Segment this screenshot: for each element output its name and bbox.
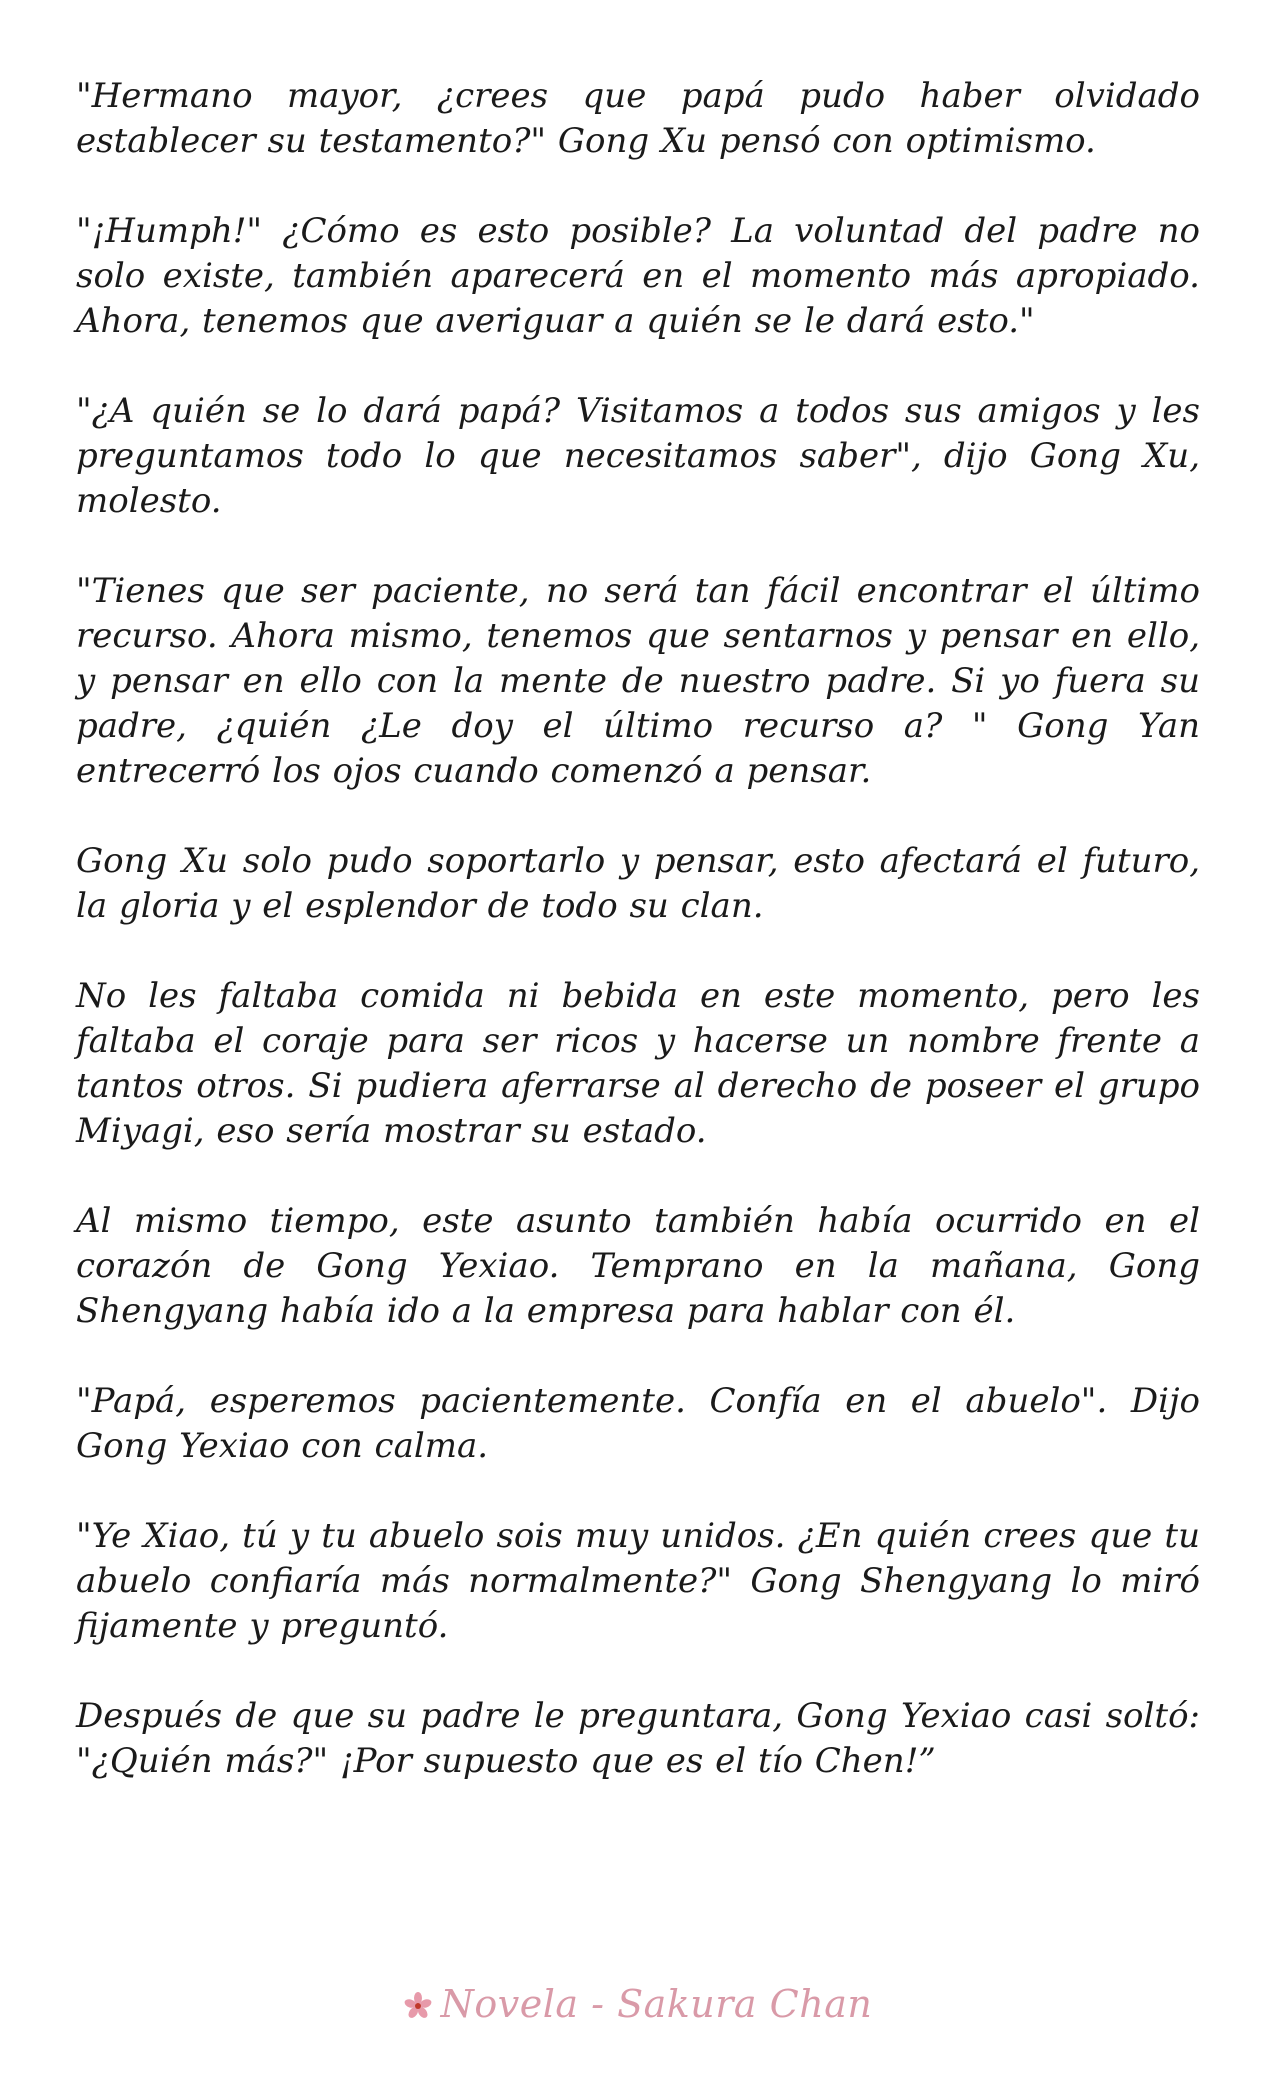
paragraph-10: Después de que su padre le preguntara, Gong Yexiao casi soltó: "¿Quién más?" ¡Por supuesto que es el tío Chen!” — [76, 1696, 1200, 1781]
paragraph-8: "Papá, esperemos pacientemente. Confía en el abuelo". Dijo Gong Yexiao con calma. — [76, 1381, 1200, 1466]
watermark — [0, 1982, 1275, 2026]
paragraph-9: "Ye Xiao, tú y tu abuelo sois muy unidos. ¿En quién crees que tu abuelo confiaría más normalmente?" Gong Shengyang lo miró fijamente y preguntó. — [76, 1516, 1200, 1646]
paragraph-6: No les faltaba comida ni bebida en este momento, pero les faltaba el coraje para ser ricos y hacerse un nombre frente a tantos otros. Si pudiera aferrarse al derecho de poseer el grupo Miyagi, eso sería mostrar su estado. — [76, 976, 1200, 1151]
paragraph-4: "Tienes que ser paciente, no será tan fácil encontrar el último recurso. Ahora mismo, tenemos que sentarnos y pensar en ello, y pensar en ello con la mente de nuestro padre. Si yo fuera su padre, ¿quién ¿Le doy el último recurso a? " Gong Yan entrecerró los ojos cuando comenzó a pensar. — [76, 571, 1200, 791]
watermark-text: Novela - Sakura Chan — [440, 1982, 873, 2026]
paragraph-1: "Hermano mayor, ¿crees que papá pudo haber olvidado establecer su testamento?" Gong Xu pensó con optimismo. — [76, 76, 1200, 161]
paragraph-3: "¿A quién se lo dará papá? Visitamos a todos sus amigos y les preguntamos todo lo que necesitamos saber", dijo Gong Xu, molesto. — [76, 391, 1200, 521]
chapter-text — [76, 74, 1200, 1829]
sakura-flower-icon — [403, 1986, 433, 2016]
paragraph-5: Gong Xu solo pudo soportarlo y pensar, esto afectará el futuro, la gloria y el esplendor de todo su clan. — [76, 841, 1200, 926]
paragraph-2: "¡Humph!" ¿Cómo es esto posible? La voluntad del padre no solo existe, también aparecerá en el momento más apropiado. Ahora, tenemos que averiguar a quién se le dará esto." — [76, 211, 1200, 341]
paragraph-7: Al mismo tiempo, este asunto también había ocurrido en el corazón de Gong Yexiao. Temprano en la mañana, Gong Shengyang había ido a la empresa para hablar con él. — [76, 1201, 1200, 1331]
